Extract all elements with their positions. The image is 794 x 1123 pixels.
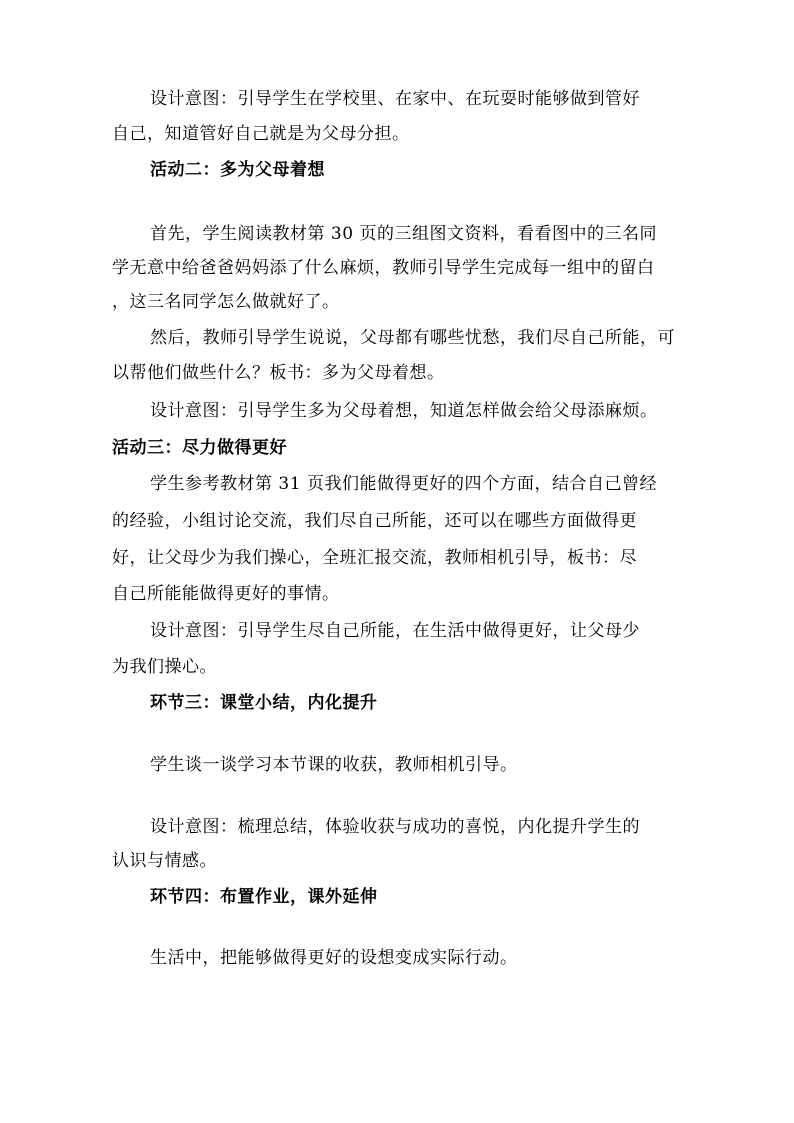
design-intent-1-line-2: 自己，知道管好自己就是为父母分担。 [112,124,410,144]
heading-activity-3: 活动三：尽力做得更好 [112,438,287,458]
design-intent-3-line-2: 为我们操心。 [112,657,217,677]
activity-3-para-line-4: 自己所能能做得更好的事情。 [112,584,340,604]
heading-section-4: 环节四：布置作业，课外延伸 [150,887,378,907]
design-intent-4-line-2: 认识与情感。 [112,851,217,871]
design-intent-2: 设计意图：引导学生多为父母着想，知道怎样做会给父母添麻烦。 [150,401,658,421]
activity-2-para-1-line-2: 学无意中给爸爸妈妈添了什么麻烦，教师引导学生完成每一组中的留白 [112,258,655,278]
activity-2-para-2-line-2: 以帮他们做些什么？板书：多为父母着想。 [112,363,445,383]
activity-2-para-2-line-1: 然后，教师引导学生说说，父母都有哪些忧愁，我们尽自己所能，可 [150,328,675,348]
design-intent-4-line-1: 设计意图：梳理总结，体验收获与成功的喜悦，内化提升学生的 [150,817,640,837]
section-4-para: 生活中，把能够做得更好的设想变成实际行动。 [150,948,518,968]
activity-2-para-1-line-3: ，这三名同学怎么做就好了。 [112,292,340,312]
design-intent-3-line-1: 设计意图：引导学生尽自己所能，在生活中做得更好，让父母少 [150,621,640,641]
design-intent-1-line-1: 设计意图：引导学生在学校里、在家中、在玩耍时能够做到管好 [150,89,640,109]
section-3-para: 学生谈一谈学习本节课的收获，教师相机引导。 [150,755,518,775]
activity-2-para-1-line-1: 首先，学生阅读教材第 30 页的三组图文资料，看看图中的三名同 [150,224,657,244]
activity-3-para-line-1: 学生参考教材第 31 页我们能做得更好的四个方面，结合自己曾经 [150,474,657,494]
heading-section-3: 环节三：课堂小结，内化提升 [150,693,378,713]
activity-3-para-line-3: 好，让父母少为我们操心，全班汇报交流，教师相机引导，板书：尽 [112,548,637,568]
activity-3-para-line-2: 的经验，小组讨论交流，我们尽自己所能，还可以在哪些方面做得更 [112,511,637,531]
heading-activity-2: 活动二：多为父母着想 [150,160,325,180]
